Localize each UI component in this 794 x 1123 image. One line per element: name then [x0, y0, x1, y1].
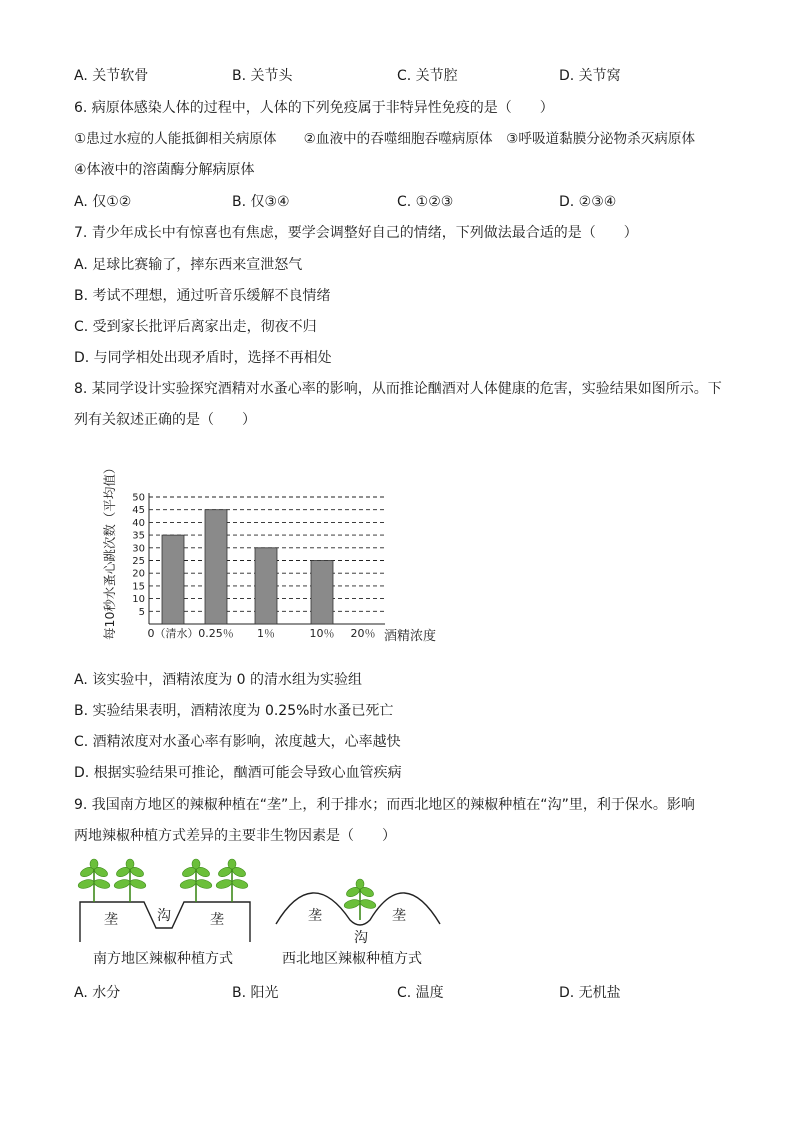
- chart-y-tick-label: 40: [132, 517, 145, 529]
- q6-option-d: D. ②③④: [559, 194, 617, 210]
- heart-rate-bar-chart: [95, 448, 455, 648]
- chart-bar: [162, 535, 184, 624]
- q5-option-c: C. 关节腔: [397, 68, 458, 84]
- chart-x-ticks: [148, 626, 376, 640]
- furrow-label: 沟: [354, 930, 368, 944]
- chart-y-tick-label: 30: [132, 543, 145, 555]
- ridge-label: 垄: [308, 908, 322, 924]
- q7-option-d: D. 与同学相处出现矛盾时，选择不再相处: [74, 350, 332, 366]
- ridge-furrow-profile: [276, 893, 440, 925]
- caption-south: 南方地区辣椒种植方式: [93, 951, 233, 967]
- plant-icon: [113, 859, 147, 902]
- q6-option-a: A. 仅①②: [74, 194, 132, 210]
- plant-icon: [215, 859, 249, 902]
- ridge-label: 垄: [392, 908, 406, 924]
- furrow-label: 沟: [157, 908, 171, 924]
- q9-option-b: B. 阳光: [232, 985, 279, 1001]
- q7-option-c: C. 受到家长批评后离家出走，彻夜不归: [74, 319, 317, 335]
- chart-y-tick-label: 35: [132, 530, 145, 542]
- chart-y-tick-label: 5: [138, 606, 145, 618]
- chart-bar: [255, 548, 277, 624]
- chart-x-tick-label: 0.25％: [198, 627, 234, 640]
- q6-stem: 6. 病原体感染人体的过程中，人体的下列免疫属于非特异性免疫的是（ ）: [74, 100, 554, 116]
- q8-option-d: D. 根据实验结果可推论，酗酒可能会导致心血管疾病: [74, 765, 402, 781]
- q8-stem-line2: 列有关叙述正确的是（ ）: [74, 412, 256, 428]
- q8-option-a: A. 该实验中，酒精浓度为 0 的清水组为实验组: [74, 672, 363, 688]
- q8-stem-line1: 8. 某同学设计实验探究酒精对水蚤心率的影响，从而推论酗酒对人体健康的危害，实验结果如图所示。下: [74, 381, 722, 397]
- caption-northwest: 西北地区辣椒种植方式: [282, 951, 422, 967]
- q6-option-c: C. ①②③: [397, 194, 454, 210]
- q8-option-b: B. 实验结果表明，酒精浓度为 0.25%时水蚤已死亡: [74, 703, 394, 719]
- q7-option-b: B. 考试不理想，通过听音乐缓解不良情绪: [74, 288, 331, 304]
- chart-x-tick-label: 10％: [309, 627, 335, 640]
- q5-option-d: D. 关节窝: [559, 68, 621, 84]
- plant-icon: [343, 879, 377, 920]
- q9-option-c: C. 温度: [397, 985, 444, 1001]
- chart-bars: [162, 510, 333, 624]
- ridge-label: 垄: [104, 912, 118, 928]
- ridge-label: 垄: [210, 912, 224, 928]
- plant-icon: [77, 859, 111, 902]
- q7-stem: 7. 青少年成长中有惊喜也有焦虑，要学会调整好自己的情绪，下列做法最合适的是（ ）: [74, 225, 638, 241]
- chart-y-tick-label: 10: [132, 594, 145, 606]
- chart-y-axis-label: 每10秒水蚤心跳次数（平均值）: [102, 461, 117, 640]
- q9-stem-line1: 9. 我国南方地区的辣椒种植在“垄”上，利于排水；而西北地区的辣椒种植在“沟”里，利于保水。影响: [74, 797, 695, 813]
- q6-items-line1: ①患过水痘的人能抵御相关病原体 ②血液中的吞噬细胞吞噬病原体 ③呼吸道黏膜分泌物杀灭病原体: [74, 131, 696, 147]
- q9-option-a: A. 水分: [74, 985, 121, 1001]
- chart-y-ticks: [132, 493, 145, 618]
- q6-items-line2: ④体液中的溶菌酶分解病原体: [74, 162, 255, 178]
- q7-option-a: A. 足球比赛输了，摔东西来宣泄怒气: [74, 257, 303, 273]
- q8-option-c: C. 酒精浓度对水蚤心率有影响，浓度越大，心率越快: [74, 734, 401, 750]
- chart-bar: [205, 510, 227, 624]
- south-ridge-planting-figure: [72, 858, 262, 944]
- chart-x-tick-label: 1％: [257, 627, 275, 640]
- chart-bar: [311, 561, 333, 625]
- q5-option-a: A. 关节软骨: [74, 68, 149, 84]
- plant-icon: [179, 859, 213, 902]
- q5-option-b: B. 关节头: [232, 68, 293, 84]
- chart-x-axis-label: 酒精浓度: [384, 629, 437, 644]
- chart-y-tick-label: 20: [132, 568, 145, 580]
- chart-y-tick-label: 50: [132, 492, 145, 504]
- northwest-furrow-planting-figure: [272, 858, 447, 944]
- q9-stem-line2: 两地辣椒种植方式差异的主要非生物因素是（ ）: [74, 828, 396, 844]
- chart-x-tick-label: 0（清水）: [147, 627, 199, 640]
- q9-option-d: D. 无机盐: [559, 985, 621, 1001]
- q6-option-b: B. 仅③④: [232, 194, 290, 210]
- chart-x-tick-label: 20％: [350, 627, 376, 640]
- chart-y-tick-label: 15: [132, 581, 145, 593]
- chart-y-tick-label: 45: [132, 505, 145, 517]
- chart-y-tick-label: 25: [132, 556, 145, 567]
